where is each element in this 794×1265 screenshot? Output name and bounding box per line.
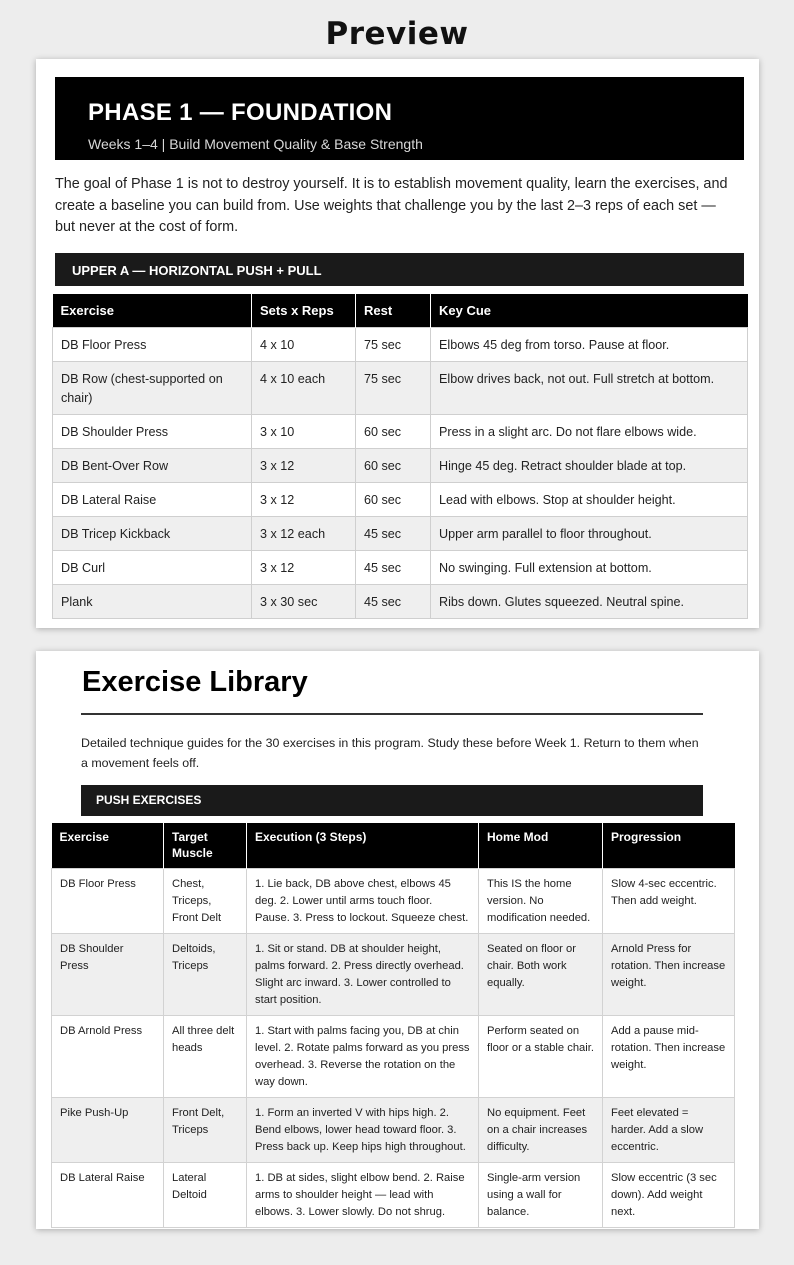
cell-rest: 75 sec xyxy=(356,361,431,414)
workout-table xyxy=(52,294,748,619)
table-row xyxy=(52,1015,735,1097)
cell-sets-reps: 3 x 12 xyxy=(252,448,356,482)
cell-key-cue: Press in a slight arc. Do not flare elbows wide. xyxy=(431,414,748,448)
phase-header xyxy=(55,77,744,160)
table-row xyxy=(53,414,748,448)
cell-sets-reps: 3 x 10 xyxy=(252,414,356,448)
table-row xyxy=(53,327,748,361)
cell-progression: Slow 4-sec eccentric. Then add weight. xyxy=(603,868,735,933)
column-header-key-cue: Key Cue xyxy=(431,294,748,327)
cell-rest: 60 sec xyxy=(356,448,431,482)
cell-target-muscle: Chest, Triceps, Front Delt xyxy=(164,868,247,933)
cell-exercise: DB Arnold Press xyxy=(52,1015,164,1097)
cell-key-cue: No swinging. Full extension at bottom. xyxy=(431,550,748,584)
cell-exercise: DB Shoulder Press xyxy=(53,414,252,448)
cell-rest: 60 sec xyxy=(356,414,431,448)
cell-exercise: DB Curl xyxy=(53,550,252,584)
cell-exercise: DB Bent-Over Row xyxy=(53,448,252,482)
table-row xyxy=(52,1097,735,1162)
cell-sets-reps: 3 x 12 each xyxy=(252,516,356,550)
cell-home-mod: Perform seated on floor or a stable chair. xyxy=(479,1015,603,1097)
cell-exercise: DB Lateral Raise xyxy=(53,482,252,516)
section-header-upper-a: UPPER A — HORIZONTAL PUSH + PULL xyxy=(55,253,744,286)
cell-sets-reps: 3 x 30 sec xyxy=(252,584,356,618)
column-header-execution: Execution (3 Steps) xyxy=(247,823,479,868)
cell-exercise: DB Tricep Kickback xyxy=(53,516,252,550)
cell-home-mod: Seated on floor or chair. Both work equally. xyxy=(479,933,603,1015)
cell-sets-reps: 3 x 12 xyxy=(252,550,356,584)
cell-exercise: DB Lateral Raise xyxy=(52,1162,164,1227)
library-intro: Detailed technique guides for the 30 exercises in this program. Study these before Week 1. Return to them when a movement feels off. xyxy=(81,736,699,770)
cell-progression: Slow eccentric (3 sec down). Add weight next. xyxy=(603,1162,735,1227)
cell-home-mod: This IS the home version. No modification needed. xyxy=(479,868,603,933)
table-header-row xyxy=(53,294,748,327)
cell-rest: 45 sec xyxy=(356,516,431,550)
page-phase-1 xyxy=(36,59,759,628)
cell-target-muscle: Deltoids, Triceps xyxy=(164,933,247,1015)
cell-execution: 1. Form an inverted V with hips high. 2. Bend elbows, lower head toward floor. 3. Press back up. Keep hips high throughout. xyxy=(247,1097,479,1162)
cell-sets-reps: 3 x 12 xyxy=(252,482,356,516)
column-header-exercise: Exercise xyxy=(53,294,252,327)
table-row xyxy=(53,516,748,550)
page-exercise-library xyxy=(36,651,759,1229)
section-header-push: PUSH EXERCISES xyxy=(81,785,703,816)
table-row xyxy=(53,482,748,516)
column-header-exercise: Exercise xyxy=(52,823,164,868)
table-row xyxy=(52,1162,735,1227)
exercise-library-table xyxy=(51,823,735,1228)
cell-progression: Feet elevated = harder. Add a slow eccentric. xyxy=(603,1097,735,1162)
table-row xyxy=(52,933,735,1015)
cell-rest: 75 sec xyxy=(356,327,431,361)
cell-rest: 45 sec xyxy=(356,550,431,584)
cell-key-cue: Elbows 45 deg from torso. Pause at floor. xyxy=(431,327,748,361)
cell-key-cue: Hinge 45 deg. Retract shoulder blade at top. xyxy=(431,448,748,482)
phase-subtitle: Weeks 1–4 | Build Movement Quality & Base Strength xyxy=(88,136,423,152)
table-row xyxy=(53,448,748,482)
cell-key-cue: Ribs down. Glutes squeezed. Neutral spine. xyxy=(431,584,748,618)
table-row xyxy=(53,550,748,584)
title-divider xyxy=(81,713,703,715)
cell-rest: 45 sec xyxy=(356,584,431,618)
cell-execution: 1. DB at sides, slight elbow bend. 2. Raise arms to shoulder height — lead with elbows. 3. Lower slowly. Do not shrug. xyxy=(247,1162,479,1227)
cell-sets-reps: 4 x 10 xyxy=(252,327,356,361)
cell-rest: 60 sec xyxy=(356,482,431,516)
cell-exercise: Plank xyxy=(53,584,252,618)
cell-exercise: DB Row (chest-supported on chair) xyxy=(53,361,252,414)
column-header-sets-reps: Sets x Reps xyxy=(252,294,356,327)
cell-home-mod: Single-arm version using a wall for balance. xyxy=(479,1162,603,1227)
cell-exercise: DB Floor Press xyxy=(52,868,164,933)
cell-execution: 1. Start with palms facing you, DB at chin level. 2. Rotate palms forward as you press overhead. 3. Reverse the rotation on the way down. xyxy=(247,1015,479,1097)
cell-key-cue: Lead with elbows. Stop at shoulder height. xyxy=(431,482,748,516)
phase-intro: The goal of Phase 1 is not to destroy yourself. It is to establish movement quality, learn the exercises, and create a baseline you can build from. Use weights that challenge you by the last 2–3 reps of each set — but never at the cost of form. xyxy=(55,176,728,236)
cell-exercise: Pike Push-Up xyxy=(52,1097,164,1162)
column-header-rest: Rest xyxy=(356,294,431,327)
cell-progression: Add a pause mid-rotation. Then increase weight. xyxy=(603,1015,735,1097)
cell-key-cue: Elbow drives back, not out. Full stretch at bottom. xyxy=(431,361,748,414)
column-header-target-muscle: Target Muscle xyxy=(164,823,247,868)
table-row xyxy=(52,868,735,933)
table-header-row xyxy=(52,823,735,868)
cell-target-muscle: Lateral Deltoid xyxy=(164,1162,247,1227)
cell-target-muscle: Front Delt, Triceps xyxy=(164,1097,247,1162)
table-row xyxy=(53,361,748,414)
cell-progression: Arnold Press for rotation. Then increase weight. xyxy=(603,933,735,1015)
cell-execution: 1. Lie back, DB above chest, elbows 45 deg. 2. Lower until arms touch floor. Pause. 3. Press to lockout. Squeeze chest. xyxy=(247,868,479,933)
cell-target-muscle: All three delt heads xyxy=(164,1015,247,1097)
phase-title: PHASE 1 — FOUNDATION xyxy=(88,99,393,126)
cell-execution: 1. Sit or stand. DB at shoulder height, palms forward. 2. Press directly overhead. Slight arc inward. 3. Lower controlled to start position. xyxy=(247,933,479,1015)
library-title: Exercise Library xyxy=(82,666,308,698)
column-header-home-mod: Home Mod xyxy=(479,823,603,868)
table-row xyxy=(53,584,748,618)
cell-home-mod: No equipment. Feet on a chair increases difficulty. xyxy=(479,1097,603,1162)
cell-exercise: DB Floor Press xyxy=(53,327,252,361)
column-header-progression: Progression xyxy=(603,823,735,868)
cell-sets-reps: 4 x 10 each xyxy=(252,361,356,414)
cell-key-cue: Upper arm parallel to floor throughout. xyxy=(431,516,748,550)
preview-title: Preview xyxy=(325,16,469,52)
cell-exercise: DB Shoulder Press xyxy=(52,933,164,1015)
